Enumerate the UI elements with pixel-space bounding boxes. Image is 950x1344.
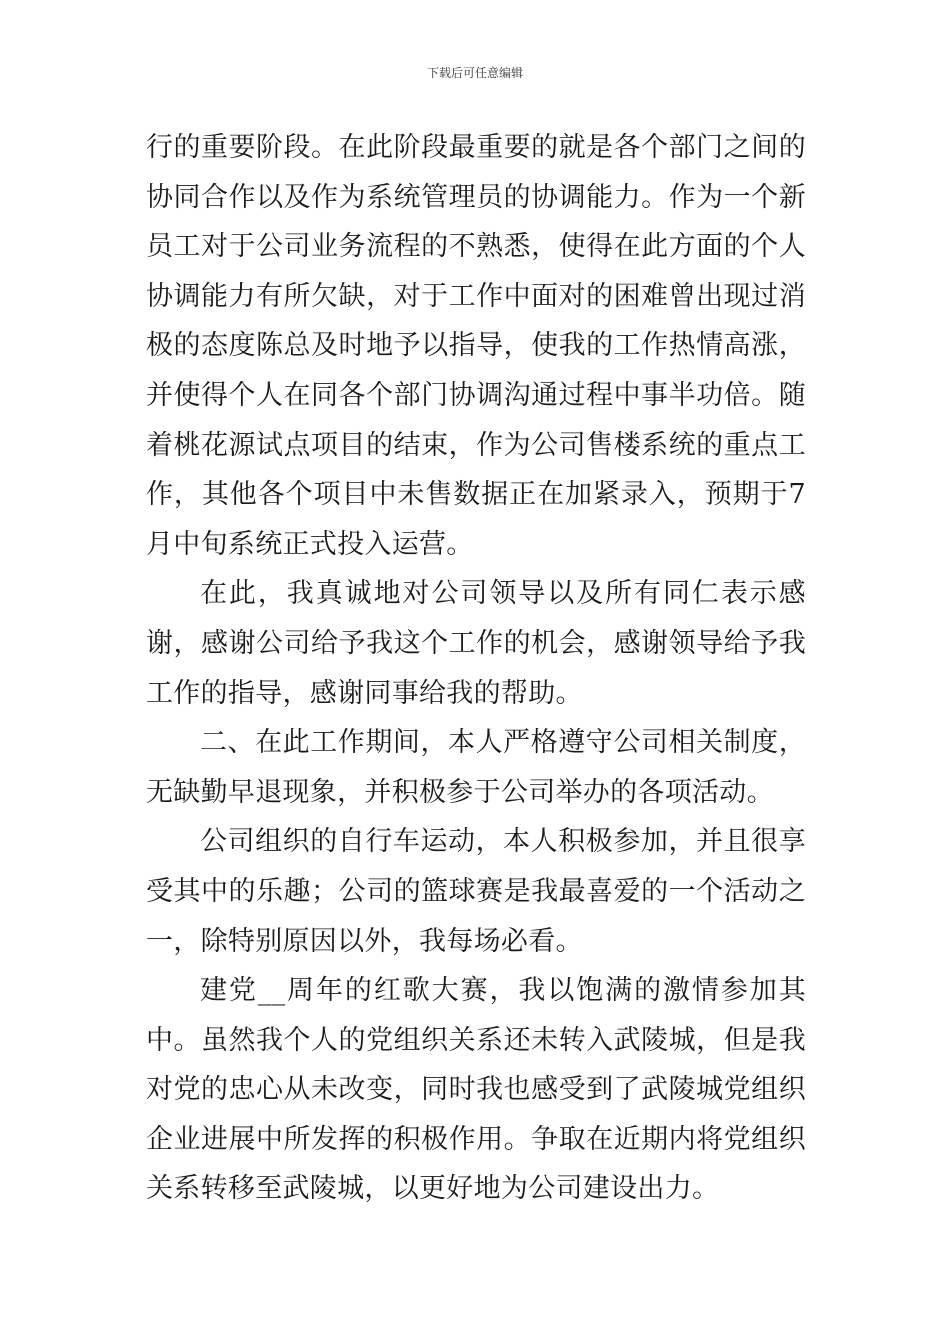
document-body — [146, 123, 806, 1214]
paragraph-5: 建党__周年的红歌大赛，我以饱满的激情参加其中。虽然我个人的党组织关系还未转入武陵城，但是我对党的忠心从未改变，同时我也感受到了武陵城党组织企业进展中所发挥的积极作用。争取在近期内将党组织关系转移至武陵城，以更好地为公司建设出力。 — [146, 975, 806, 1205]
paragraph-1: 行的重要阶段。在此阶段最重要的就是各个部门之间的协同合作以及作为系统管理员的协调能力。作为一个新员工对于公司业务流程的不熟悉，使得在此方面的个人协调能力有所欠缺，对于工作中面对的困难曾出现过消极的态度陈总及时地予以指导，使我的工作热情高涨，并使得个人在同各个部门协调沟通过程中事半功倍。随着桃花源试点项目的结束，作为公司售楼系统的重点工作，其他各个项目中未售数据正在加紧录入，预期于7月中旬系统正式投入运营。 — [146, 132, 806, 560]
paragraph-2: 在此，我真诚地对公司领导以及所有同仁表示感谢，感谢公司给予我这个工作的机会，感谢领导给予我工作的指导，感谢同事给我的帮助。 — [146, 578, 806, 709]
paragraph-4: 公司组织的自行车运动，本人积极参加，并且很享受其中的乐趣；公司的篮球赛是我最喜爱的一个活动之一，除特别原因以外，我每场必看。 — [146, 826, 806, 957]
page-header: 下载后可任意编辑 — [426, 66, 523, 80]
paragraph-3: 二、在此工作期间，本人严格遵守公司相关制度，无缺勤早退现象，并积极参于公司举办的各项活动。 — [146, 727, 806, 808]
